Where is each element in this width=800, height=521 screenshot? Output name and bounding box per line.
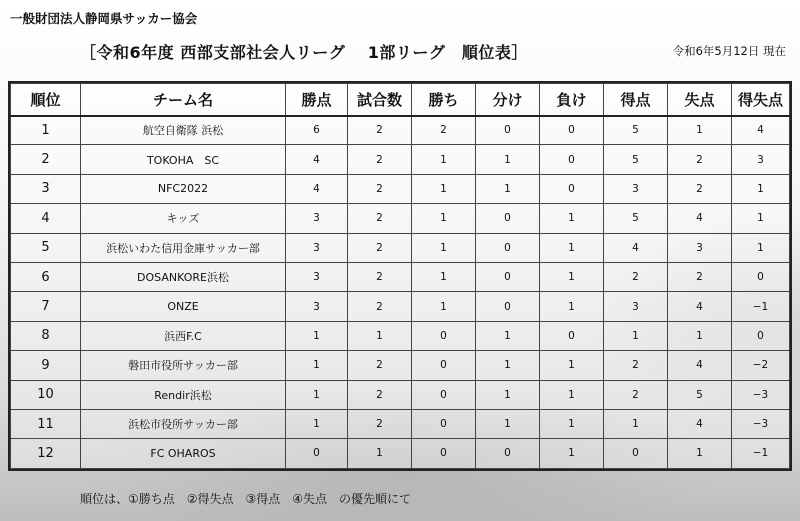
cell-goals-against: 4 (668, 204, 732, 233)
ranking-note: 順位は、①勝ち点 ②得失点 ③得点 ④失点 の優先順にて (80, 492, 412, 506)
cell-losses: 1 (540, 204, 604, 233)
table-row (11, 321, 790, 350)
cell-losses: 1 (540, 439, 604, 468)
cell-draws: 0 (476, 233, 540, 262)
cell-goals-against: 1 (668, 321, 732, 350)
cell-draws: 1 (476, 174, 540, 203)
cell-goal-difference: 0 (732, 321, 790, 350)
table-row (11, 292, 790, 321)
cell-draws: 1 (476, 409, 540, 438)
cell-points: 4 (286, 145, 348, 174)
header-losses: 負け (540, 84, 604, 116)
cell-losses: 0 (540, 174, 604, 203)
cell-played: 2 (348, 292, 412, 321)
cell-goal-difference: −2 (732, 351, 790, 380)
cell-rank: 10 (11, 380, 81, 409)
cell-wins: 1 (412, 262, 476, 291)
cell-rank: 6 (11, 262, 81, 291)
table-row (11, 439, 790, 468)
cell-played: 2 (348, 233, 412, 262)
cell-rank: 8 (11, 321, 81, 350)
table-row (11, 116, 790, 145)
cell-wins: 0 (412, 409, 476, 438)
cell-losses: 0 (540, 321, 604, 350)
cell-points: 6 (286, 116, 348, 145)
cell-played: 2 (348, 380, 412, 409)
cell-played: 2 (348, 262, 412, 291)
cell-goals-for: 3 (604, 292, 668, 321)
cell-losses: 1 (540, 351, 604, 380)
cell-rank: 7 (11, 292, 81, 321)
table-row (11, 262, 790, 291)
cell-losses: 1 (540, 380, 604, 409)
cell-goals-against: 1 (668, 439, 732, 468)
cell-rank: 11 (11, 409, 81, 438)
cell-goals-against: 1 (668, 116, 732, 145)
cell-goal-difference: −3 (732, 409, 790, 438)
cell-goals-against: 2 (668, 145, 732, 174)
cell-points: 1 (286, 409, 348, 438)
cell-points: 3 (286, 204, 348, 233)
cell-played: 1 (348, 439, 412, 468)
header-row (11, 84, 790, 116)
cell-goals-for: 4 (604, 233, 668, 262)
header-wins: 勝ち (412, 84, 476, 116)
cell-wins: 0 (412, 321, 476, 350)
cell-team: 浜松市役所サッカー部 (81, 409, 286, 438)
cell-played: 2 (348, 145, 412, 174)
cell-goals-against: 5 (668, 380, 732, 409)
cell-goals-against: 2 (668, 174, 732, 203)
cell-rank: 12 (11, 439, 81, 468)
cell-points: 3 (286, 233, 348, 262)
cell-played: 2 (348, 116, 412, 145)
cell-team: 磐田市役所サッカー部 (81, 351, 286, 380)
header-rank: 順位 (11, 84, 81, 116)
cell-team: 浜松いわた信用金庫サッカー部 (81, 233, 286, 262)
cell-points: 3 (286, 262, 348, 291)
cell-points: 3 (286, 292, 348, 321)
cell-goals-for: 1 (604, 409, 668, 438)
cell-wins: 2 (412, 116, 476, 145)
cell-played: 2 (348, 204, 412, 233)
cell-points: 1 (286, 380, 348, 409)
cell-goals-for: 3 (604, 174, 668, 203)
cell-draws: 1 (476, 380, 540, 409)
table-row (11, 233, 790, 262)
cell-draws: 0 (476, 262, 540, 291)
cell-rank: 4 (11, 204, 81, 233)
cell-goals-against: 3 (668, 233, 732, 262)
cell-draws: 1 (476, 321, 540, 350)
cell-goals-for: 2 (604, 351, 668, 380)
cell-team: TOKOHA SC (81, 145, 286, 174)
cell-wins: 1 (412, 174, 476, 203)
page-title: ［令和6年度 西部支部社会人リーグ 1部リーグ 順位表］ (80, 43, 528, 62)
cell-draws: 1 (476, 351, 540, 380)
organization-name: 一般財団法人静岡県サッカー協会 (10, 11, 198, 26)
cell-played: 2 (348, 174, 412, 203)
cell-team: ONZE (81, 292, 286, 321)
cell-rank: 9 (11, 351, 81, 380)
cell-wins: 0 (412, 380, 476, 409)
cell-goal-difference: 1 (732, 204, 790, 233)
cell-rank: 3 (11, 174, 81, 203)
cell-goal-difference: 1 (732, 174, 790, 203)
cell-team: FC OHAROS (81, 439, 286, 468)
cell-goals-for: 1 (604, 321, 668, 350)
cell-team: 浜西F.C (81, 321, 286, 350)
table-body (11, 116, 790, 469)
table-row (11, 380, 790, 409)
cell-wins: 1 (412, 145, 476, 174)
table-row (11, 145, 790, 174)
table-row (11, 174, 790, 203)
cell-wins: 1 (412, 204, 476, 233)
table-row (11, 204, 790, 233)
header-goal-difference: 得失点 (732, 84, 790, 116)
cell-points: 1 (286, 321, 348, 350)
cell-goal-difference: 4 (732, 116, 790, 145)
cell-goal-difference: −3 (732, 380, 790, 409)
cell-goals-for: 5 (604, 145, 668, 174)
cell-team: 航空自衛隊 浜松 (81, 116, 286, 145)
cell-points: 0 (286, 439, 348, 468)
cell-goal-difference: 0 (732, 262, 790, 291)
header-goals-against: 失点 (668, 84, 732, 116)
cell-goals-for: 2 (604, 262, 668, 291)
standings-table (10, 83, 790, 469)
cell-team: NFC2022 (81, 174, 286, 203)
cell-losses: 1 (540, 233, 604, 262)
cell-rank: 5 (11, 233, 81, 262)
cell-goals-for: 5 (604, 116, 668, 145)
cell-goals-against: 4 (668, 409, 732, 438)
cell-goals-for: 2 (604, 380, 668, 409)
cell-losses: 1 (540, 262, 604, 291)
table-row (11, 351, 790, 380)
cell-losses: 1 (540, 409, 604, 438)
cell-rank: 2 (11, 145, 81, 174)
cell-draws: 0 (476, 116, 540, 145)
as-of-date: 令和6年5月12日 現在 (672, 44, 786, 58)
cell-wins: 0 (412, 351, 476, 380)
cell-goal-difference: 1 (732, 233, 790, 262)
cell-goal-difference: −1 (732, 439, 790, 468)
header-played: 試合数 (348, 84, 412, 116)
cell-goals-against: 4 (668, 292, 732, 321)
cell-goals-for: 5 (604, 204, 668, 233)
cell-draws: 0 (476, 204, 540, 233)
cell-goal-difference: −1 (732, 292, 790, 321)
table-header (11, 84, 790, 116)
header-goals-for: 得点 (604, 84, 668, 116)
cell-draws: 0 (476, 292, 540, 321)
cell-rank: 1 (11, 116, 81, 145)
standings-table-frame (8, 81, 792, 471)
cell-team: キッズ (81, 204, 286, 233)
cell-goals-against: 2 (668, 262, 732, 291)
cell-losses: 1 (540, 292, 604, 321)
cell-played: 1 (348, 321, 412, 350)
cell-points: 4 (286, 174, 348, 203)
cell-points: 1 (286, 351, 348, 380)
cell-wins: 0 (412, 439, 476, 468)
cell-draws: 1 (476, 145, 540, 174)
header-points: 勝点 (286, 84, 348, 116)
cell-goal-difference: 3 (732, 145, 790, 174)
cell-losses: 0 (540, 145, 604, 174)
cell-played: 2 (348, 351, 412, 380)
cell-played: 2 (348, 409, 412, 438)
cell-draws: 0 (476, 439, 540, 468)
cell-team: Rendir浜松 (81, 380, 286, 409)
cell-losses: 0 (540, 116, 604, 145)
cell-goals-for: 0 (604, 439, 668, 468)
cell-team: DOSANKORE浜松 (81, 262, 286, 291)
cell-wins: 1 (412, 233, 476, 262)
cell-wins: 1 (412, 292, 476, 321)
cell-goals-against: 4 (668, 351, 732, 380)
header-draws: 分け (476, 84, 540, 116)
table-row (11, 409, 790, 438)
header-team: チーム名 (81, 84, 286, 116)
